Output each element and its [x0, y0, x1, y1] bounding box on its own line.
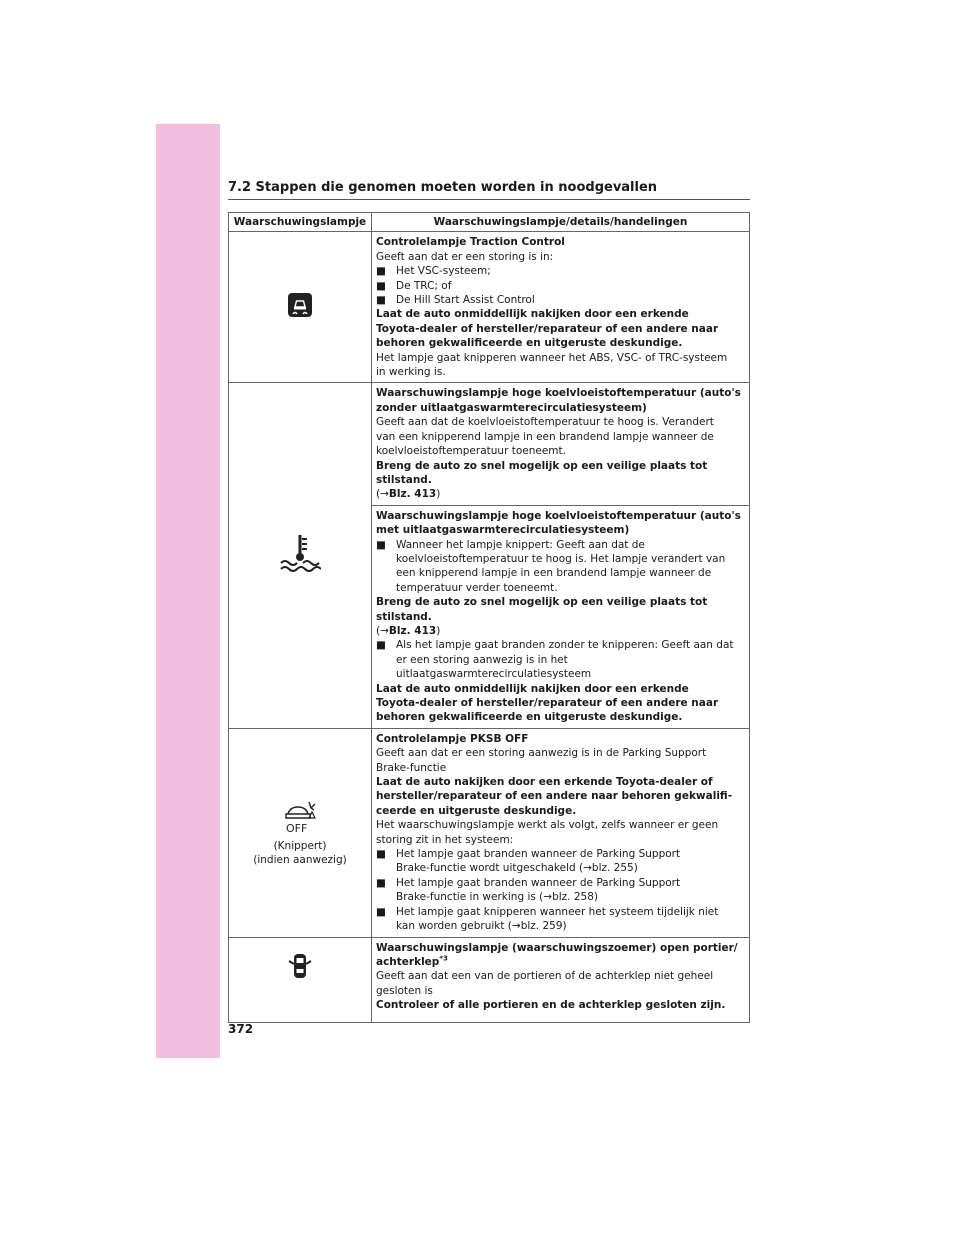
icon-caption: (indien aanwezig) [253, 853, 347, 866]
row-action: Breng de auto zo snel mogelijk op een veilige plaats tot stilstand. [376, 596, 708, 623]
row-title: Controlelampje PKSB OFF [376, 732, 529, 745]
page-number: 372 [228, 1022, 254, 1036]
bullet-icon: ■ [376, 294, 386, 307]
list-item-continued: Brake-functie in werking is (→blz. 258) [396, 891, 598, 904]
row-action: ceerde en uitgeruste deskundige. [376, 804, 577, 817]
row-title: Controlelampje Traction Control [376, 236, 565, 249]
list-item: ■ Het VSC-systeem; [376, 265, 491, 278]
pksb-off-icon [282, 798, 318, 838]
list-item-continued: er een storing aanwezig is in het [396, 653, 568, 666]
details-cell [372, 383, 750, 505]
icon-caption: (Knippert) [273, 839, 327, 852]
list-item-continued: Brake-functie wordt uitgeschakeld (→blz. 255) [396, 862, 638, 875]
icon-cell [229, 728, 372, 937]
row-action: Toyota-dealer of hersteller/reparateur of een andere naar [376, 322, 719, 335]
list-item-continued: een knipperend lampje in een brandend lampje wanneer de [396, 567, 712, 580]
list-item: ■ Het lampje gaat branden wanneer de Parking Support [376, 876, 681, 889]
column-header-icon: Waarschuwingslampje [229, 213, 372, 232]
row-title: Waarschuwingslampje hoge koelvloeistoftemperatuur (auto's [376, 509, 741, 522]
list-item: ■ Wanneer het lampje knippert: Geeft aan dat de [376, 538, 645, 551]
row-text: gesloten is [376, 984, 433, 997]
row-text: Geeft aan dat er een storing aanwezig is in de Parking Support [376, 747, 707, 760]
bullet-icon: ■ [376, 538, 386, 551]
footnote-marker: *3 [439, 954, 448, 963]
list-item-continued: kan worden gebruikt (→blz. 259) [396, 920, 567, 933]
row-note: Het lampje gaat knipperen wanneer het ABS, VSC- of TRC-systeem [376, 351, 728, 364]
row-text: Geeft aan dat de koelvloeistoftemperatuur te hoog is. Verandert [376, 416, 714, 429]
bullet-icon: ■ [376, 639, 386, 652]
table-row [229, 937, 750, 1022]
row-title: Waarschuwingslampje hoge koelvloeistoftemperatuur (auto's [376, 387, 741, 400]
row-action: Toyota-dealer of hersteller/reparateur of een andere naar [376, 697, 719, 709]
details-cell [372, 232, 750, 383]
row-action: behoren gekwalificeerde en uitgeruste deskundige. [376, 337, 683, 350]
list-item-continued: koelvloeistoftemperatuur te hoog is. Het lampje verandert van [396, 552, 726, 565]
bullet-icon: ■ [376, 279, 386, 292]
row-action: Laat de auto onmiddellijk nakijken door een erkende [376, 682, 689, 695]
row-title: met uitlaatgaswarmterecirculatiesysteem) [376, 524, 630, 537]
row-action: Laat de auto nakijken door een erkende Toyota-dealer of [376, 776, 713, 789]
table-row [229, 232, 750, 383]
row-note: Het waarschuwingslampje werkt als volgt, zelfs wanneer er geen [376, 819, 719, 832]
icon-cell [229, 232, 372, 383]
table-row [229, 728, 750, 937]
row-note: storing zit in het systeem: [376, 833, 514, 846]
list-item: ■ Als het lampje gaat branden zonder te knipperen: Geeft aan dat [376, 639, 734, 652]
list-item: ■ De Hill Start Assist Control [376, 294, 535, 307]
row-title: Waarschuwingslampje (waarschuwingszoemer) open portier/ [376, 941, 738, 954]
page-reference: (→Blz. 413) [376, 488, 441, 501]
row-action: Laat de auto onmiddellijk nakijken door een erkende [376, 308, 689, 321]
list-item-continued: temperatuur verder toeneemt. [396, 581, 558, 594]
list-item: ■ Het lampje gaat branden wanneer de Parking Support [376, 848, 681, 861]
list-item-continued: uitlaatgaswarmterecirculatiesysteem [396, 668, 592, 681]
bullet-icon: ■ [376, 876, 386, 889]
traction-control-icon [287, 292, 313, 322]
section-header: 7.2 Stappen die genomen moeten worden in noodgevallen [228, 180, 750, 200]
row-text: Geeft aan dat er een storing is in: [376, 250, 554, 263]
coolant-temperature-icon [279, 533, 321, 577]
icon-cell [229, 383, 372, 728]
spacer [376, 1013, 745, 1019]
details-cell [372, 505, 750, 728]
chapter-side-tab [156, 124, 220, 1058]
warning-lights-table [228, 212, 750, 1023]
row-text: koelvloeistoftemperatuur toeneemt. [376, 445, 566, 458]
bullet-icon: ■ [376, 848, 386, 861]
row-note: in werking is. [376, 366, 446, 379]
table-row [229, 383, 750, 505]
row-title: zonder uitlaatgaswarmterecirculatiesysteem) [376, 401, 647, 414]
row-text: Brake-functie [376, 761, 447, 774]
icon-cell [229, 937, 372, 1022]
page-reference: (→Blz. 413) [376, 624, 441, 637]
door-open-icon [287, 952, 313, 984]
row-title: achterklep$^{*3}$ [376, 954, 448, 968]
bullet-icon: ■ [376, 265, 386, 278]
row-action: hersteller/reparateur of een andere naar behoren gekwalifi- [376, 790, 733, 803]
column-header-details: Waarschuwingslampje/details/handelingen [372, 213, 750, 232]
row-text: van een knipperend lampje in een brandend lampje wanneer de [376, 430, 714, 443]
table-header-row [229, 213, 750, 232]
arrow-right-icon: → [380, 624, 389, 637]
details-cell [372, 937, 750, 1022]
bullet-icon: ■ [376, 905, 386, 918]
row-text: Geeft aan dat een van de portieren of de achterklep niet geheel [376, 970, 714, 983]
row-action: Breng de auto zo snel mogelijk op een veilige plaats tot stilstand. [376, 459, 708, 486]
list-item: ■ Het lampje gaat knipperen wanneer het systeem tijdelijk niet [376, 905, 719, 918]
row-action: Controleer of alle portieren en de achterklep gesloten zijn. [376, 999, 726, 1012]
arrow-right-icon: → [380, 488, 389, 501]
list-item: ■ De TRC; of [376, 279, 452, 292]
details-cell [372, 728, 750, 937]
svg-text:OFF: OFF [286, 822, 308, 835]
row-action: behoren gekwalificeerde en uitgeruste deskundige. [376, 711, 683, 724]
